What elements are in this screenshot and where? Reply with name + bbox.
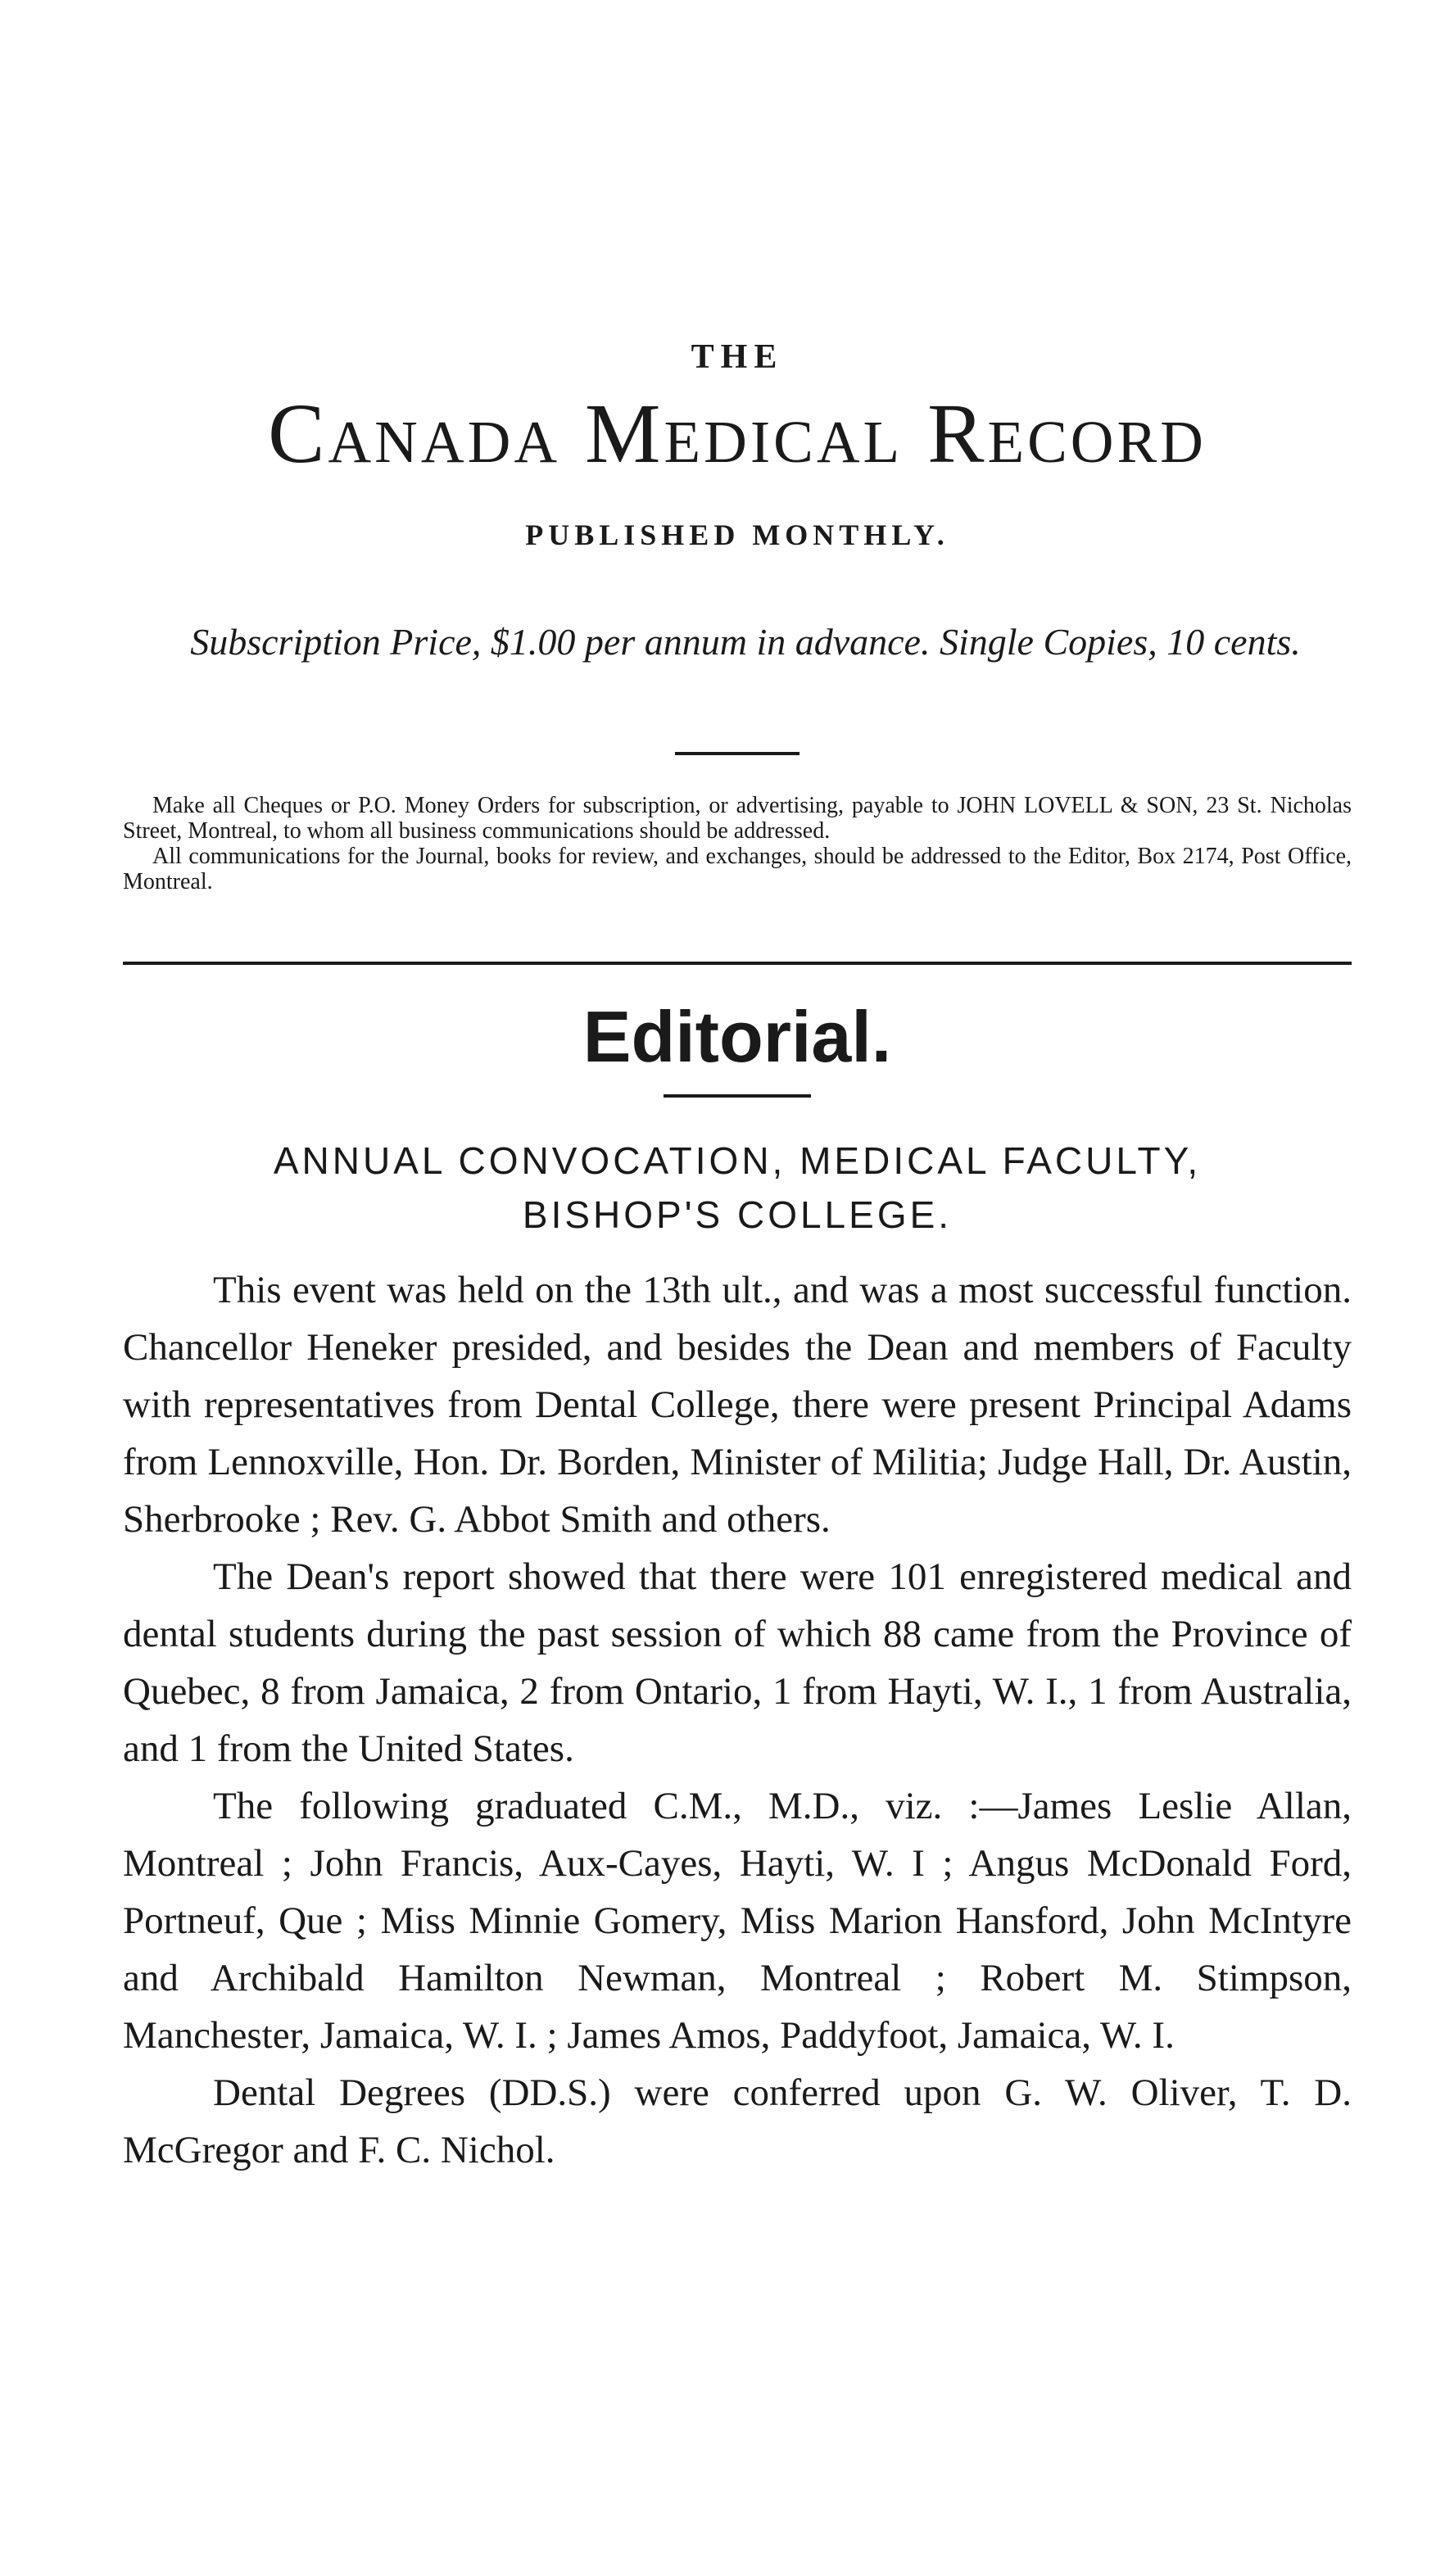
article-title bbox=[123, 1134, 1352, 1242]
document-page bbox=[123, 0, 1352, 2576]
article-body bbox=[123, 1261, 1352, 2179]
divider-short bbox=[675, 752, 800, 755]
journal-title: Canada Medical Record bbox=[268, 387, 1207, 481]
masthead-the: THE bbox=[691, 338, 784, 376]
paragraph: The following graduated C.M., M.D., viz. :—James Leslie Allan, Montreal ; John Francis, Aux-Cayes, Hayti, W. I ; Angus McDonald Ford, Portneuf, Que ; Miss Minnie Gomery, Miss Marion Hansford, John McIntyre and Archibald Hamilton Newman, Montreal ; Robert M. Stimpson, Manchester, Jamaica, W. I. ; James Amos, Paddyfoot, Jamaica, W. I. bbox=[123, 1785, 1352, 2057]
article-title-line-1: ANNUAL CONVOCATION, MEDICAL FACULTY, bbox=[273, 1139, 1202, 1182]
divider-long bbox=[123, 962, 1352, 965]
subscription-price: Subscription Price, $1.00 per annum in advance. Single Copies, 10 cents. bbox=[190, 621, 1301, 663]
section-heading: Editorial. bbox=[582, 996, 892, 1077]
payment-notice bbox=[123, 793, 1352, 894]
paragraph: This event was held on the 13th ult., and was a most successful function. Chancellor Heneker presided, and besides the Dean and members of Faculty with representatives from Dental College, there were present Principal Adams from Lennoxville, Hon. Dr. Borden, Minister of Militia; Judge Hall, Dr. Austin, Sherbrooke ; Rev. G. Abbot Smith and others. bbox=[123, 1269, 1352, 1541]
divider-heading bbox=[664, 1094, 811, 1098]
article-title-line-2: BISHOP'S COLLEGE. bbox=[522, 1193, 953, 1236]
notice-payment: Make all Cheques or P.O. Money Orders for subscription, or advertising, payable to JOHN LOVELL & SON, 23 St. Nicholas Street, Montreal, to whom all business communications should be addressed. bbox=[123, 793, 1352, 844]
publication-frequency: PUBLISHED MONTHLY. bbox=[525, 518, 949, 551]
paragraph: Dental Degrees (DD.S.) were conferred upon G. W. Oliver, T. D. McGregor and F. C. Nichol. bbox=[123, 2071, 1352, 2171]
paragraph: The Dean's report showed that there were 101 enregistered medical and dental students during the past session of which 88 came from the Province of Quebec, 8 from Jamaica, 2 from Ontario, 1 from Hayti, W. I., 1 from Australia, and 1 from the United States. bbox=[123, 1555, 1352, 1770]
notice-editor-address: All communications for the Journal, books for review, and exchanges, should be addressed to the Editor, Box 2174, Post Office, Montreal. bbox=[123, 844, 1352, 894]
